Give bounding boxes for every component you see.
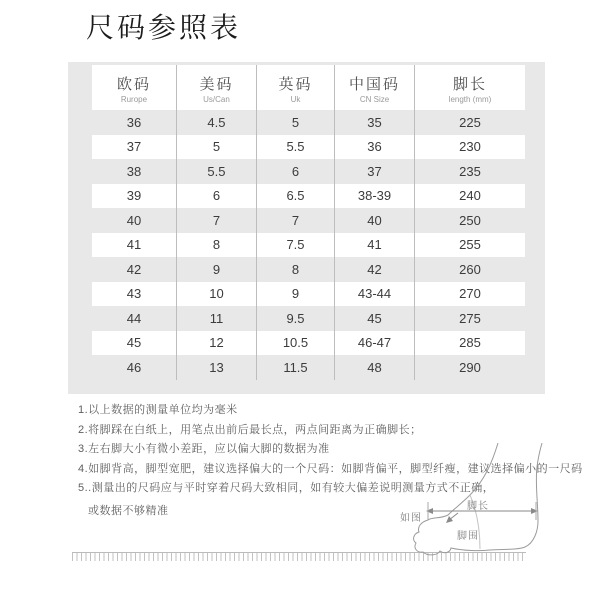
size-table [92, 65, 525, 380]
table-row [92, 110, 525, 135]
table-row [92, 355, 525, 380]
col-header-cn-sublabel: CN Size [359, 95, 390, 104]
size-table-container [68, 62, 545, 394]
cell-eu: 43 [92, 282, 176, 307]
col-header-us-label: 美码 [199, 76, 234, 93]
note-3: 3.左右脚大小有微小差距，应以偏大脚的数据为准 [78, 443, 330, 455]
cell-eu: 42 [92, 257, 176, 282]
cell-uk: 8 [257, 257, 335, 282]
table-row [92, 257, 525, 282]
table-row [92, 331, 525, 356]
cell-uk: 7.5 [257, 233, 335, 258]
table-row [92, 135, 525, 160]
cell-us: 12 [176, 331, 256, 356]
col-header-eu-label: 欧码 [116, 76, 151, 93]
cell-footlen: 225 [415, 110, 525, 135]
col-header-us [176, 65, 256, 110]
cell-us: 11 [176, 306, 256, 331]
cell-eu: 40 [92, 208, 176, 233]
cell-eu: 46 [92, 355, 176, 380]
col-header-uk-label: 英码 [278, 76, 313, 93]
table-row [92, 233, 525, 258]
cell-footlen: 270 [415, 282, 525, 307]
foot-girth-label: 脚围 [457, 531, 479, 542]
note-5-continued: 或数据不够精准 [88, 504, 169, 517]
note-1: 1.以上数据的测量单位均为毫米 [78, 404, 238, 416]
cell-eu: 37 [92, 135, 176, 160]
table-row [92, 282, 525, 307]
col-header-uk [257, 65, 335, 110]
cell-cn: 48 [334, 355, 414, 380]
cell-uk: 11.5 [257, 355, 335, 380]
foot-measurement-diagram [388, 443, 568, 563]
cell-us: 8 [176, 233, 256, 258]
cell-us: 13 [176, 355, 256, 380]
col-header-us-sublabel: Us/Can [203, 95, 230, 104]
table-row [92, 184, 525, 209]
cell-us: 5.5 [176, 159, 256, 184]
cell-us: 6 [176, 184, 256, 209]
cell-footlen: 240 [415, 184, 525, 209]
cell-uk: 10.5 [257, 331, 335, 356]
table-row [92, 159, 525, 184]
cell-us: 4.5 [176, 110, 256, 135]
col-header-uk-sublabel: Uk [290, 95, 301, 104]
table-row [92, 306, 525, 331]
cell-footlen: 285 [415, 331, 525, 356]
col-header-footlen [415, 65, 525, 110]
cell-eu: 38 [92, 159, 176, 184]
note-5: 5..测量出的尺码应与平时穿着尺码大致相同，如有较大偏差说明测量方式不正确， [78, 482, 495, 494]
cell-us: 5 [176, 135, 256, 160]
table-row [92, 208, 525, 233]
cell-uk: 9 [257, 282, 335, 307]
cell-uk: 7 [257, 208, 335, 233]
cell-footlen: 275 [415, 306, 525, 331]
cell-us: 10 [176, 282, 256, 307]
cell-cn: 45 [334, 306, 414, 331]
cell-cn: 46-47 [334, 331, 414, 356]
cell-footlen: 230 [415, 135, 525, 160]
cell-footlen: 250 [415, 208, 525, 233]
page-title: 尺码参照表 [86, 12, 242, 43]
header-row [92, 65, 525, 110]
cell-cn: 42 [334, 257, 414, 282]
cell-cn: 38-39 [334, 184, 414, 209]
cell-uk: 6 [257, 159, 335, 184]
cell-footlen: 260 [415, 257, 525, 282]
cell-eu: 45 [92, 331, 176, 356]
as-shown-label: 如图 [400, 513, 422, 524]
cell-us: 9 [176, 257, 256, 282]
cell-us: 7 [176, 208, 256, 233]
cell-cn: 35 [334, 110, 414, 135]
cell-cn: 41 [334, 233, 414, 258]
cell-eu: 44 [92, 306, 176, 331]
cell-cn: 37 [334, 159, 414, 184]
cell-eu: 36 [92, 110, 176, 135]
note-4: 4.如脚背高，脚型宽肥，建议选择偏大的一个尺码：如脚背偏平，脚型纤瘦，建议选择偏小的一尺码 [78, 462, 583, 475]
cell-footlen: 255 [415, 233, 525, 258]
cell-cn: 43-44 [334, 282, 414, 307]
cell-uk: 9.5 [257, 306, 335, 331]
cell-footlen: 290 [415, 355, 525, 380]
col-header-cn [334, 65, 414, 110]
cell-eu: 39 [92, 184, 176, 209]
cell-cn: 40 [334, 208, 414, 233]
cell-uk: 5 [257, 110, 335, 135]
cell-uk: 5.5 [257, 135, 335, 160]
foot-length-label: 脚长 [467, 501, 489, 512]
cell-cn: 36 [334, 135, 414, 160]
col-header-eu-sublabel: Rurope [120, 95, 148, 104]
col-header-footlen-sublabel: length (mm) [448, 95, 492, 104]
cell-footlen: 235 [415, 159, 525, 184]
col-header-footlen-label: 脚长 [453, 76, 488, 93]
col-header-cn-label: 中国码 [348, 76, 400, 93]
cell-uk: 6.5 [257, 184, 335, 209]
col-header-eu [92, 65, 176, 110]
cell-eu: 41 [92, 233, 176, 258]
note-2: 2.将脚踩在白纸上，用笔点出前后最长点，两点间距离为正确脚长； [78, 423, 422, 436]
